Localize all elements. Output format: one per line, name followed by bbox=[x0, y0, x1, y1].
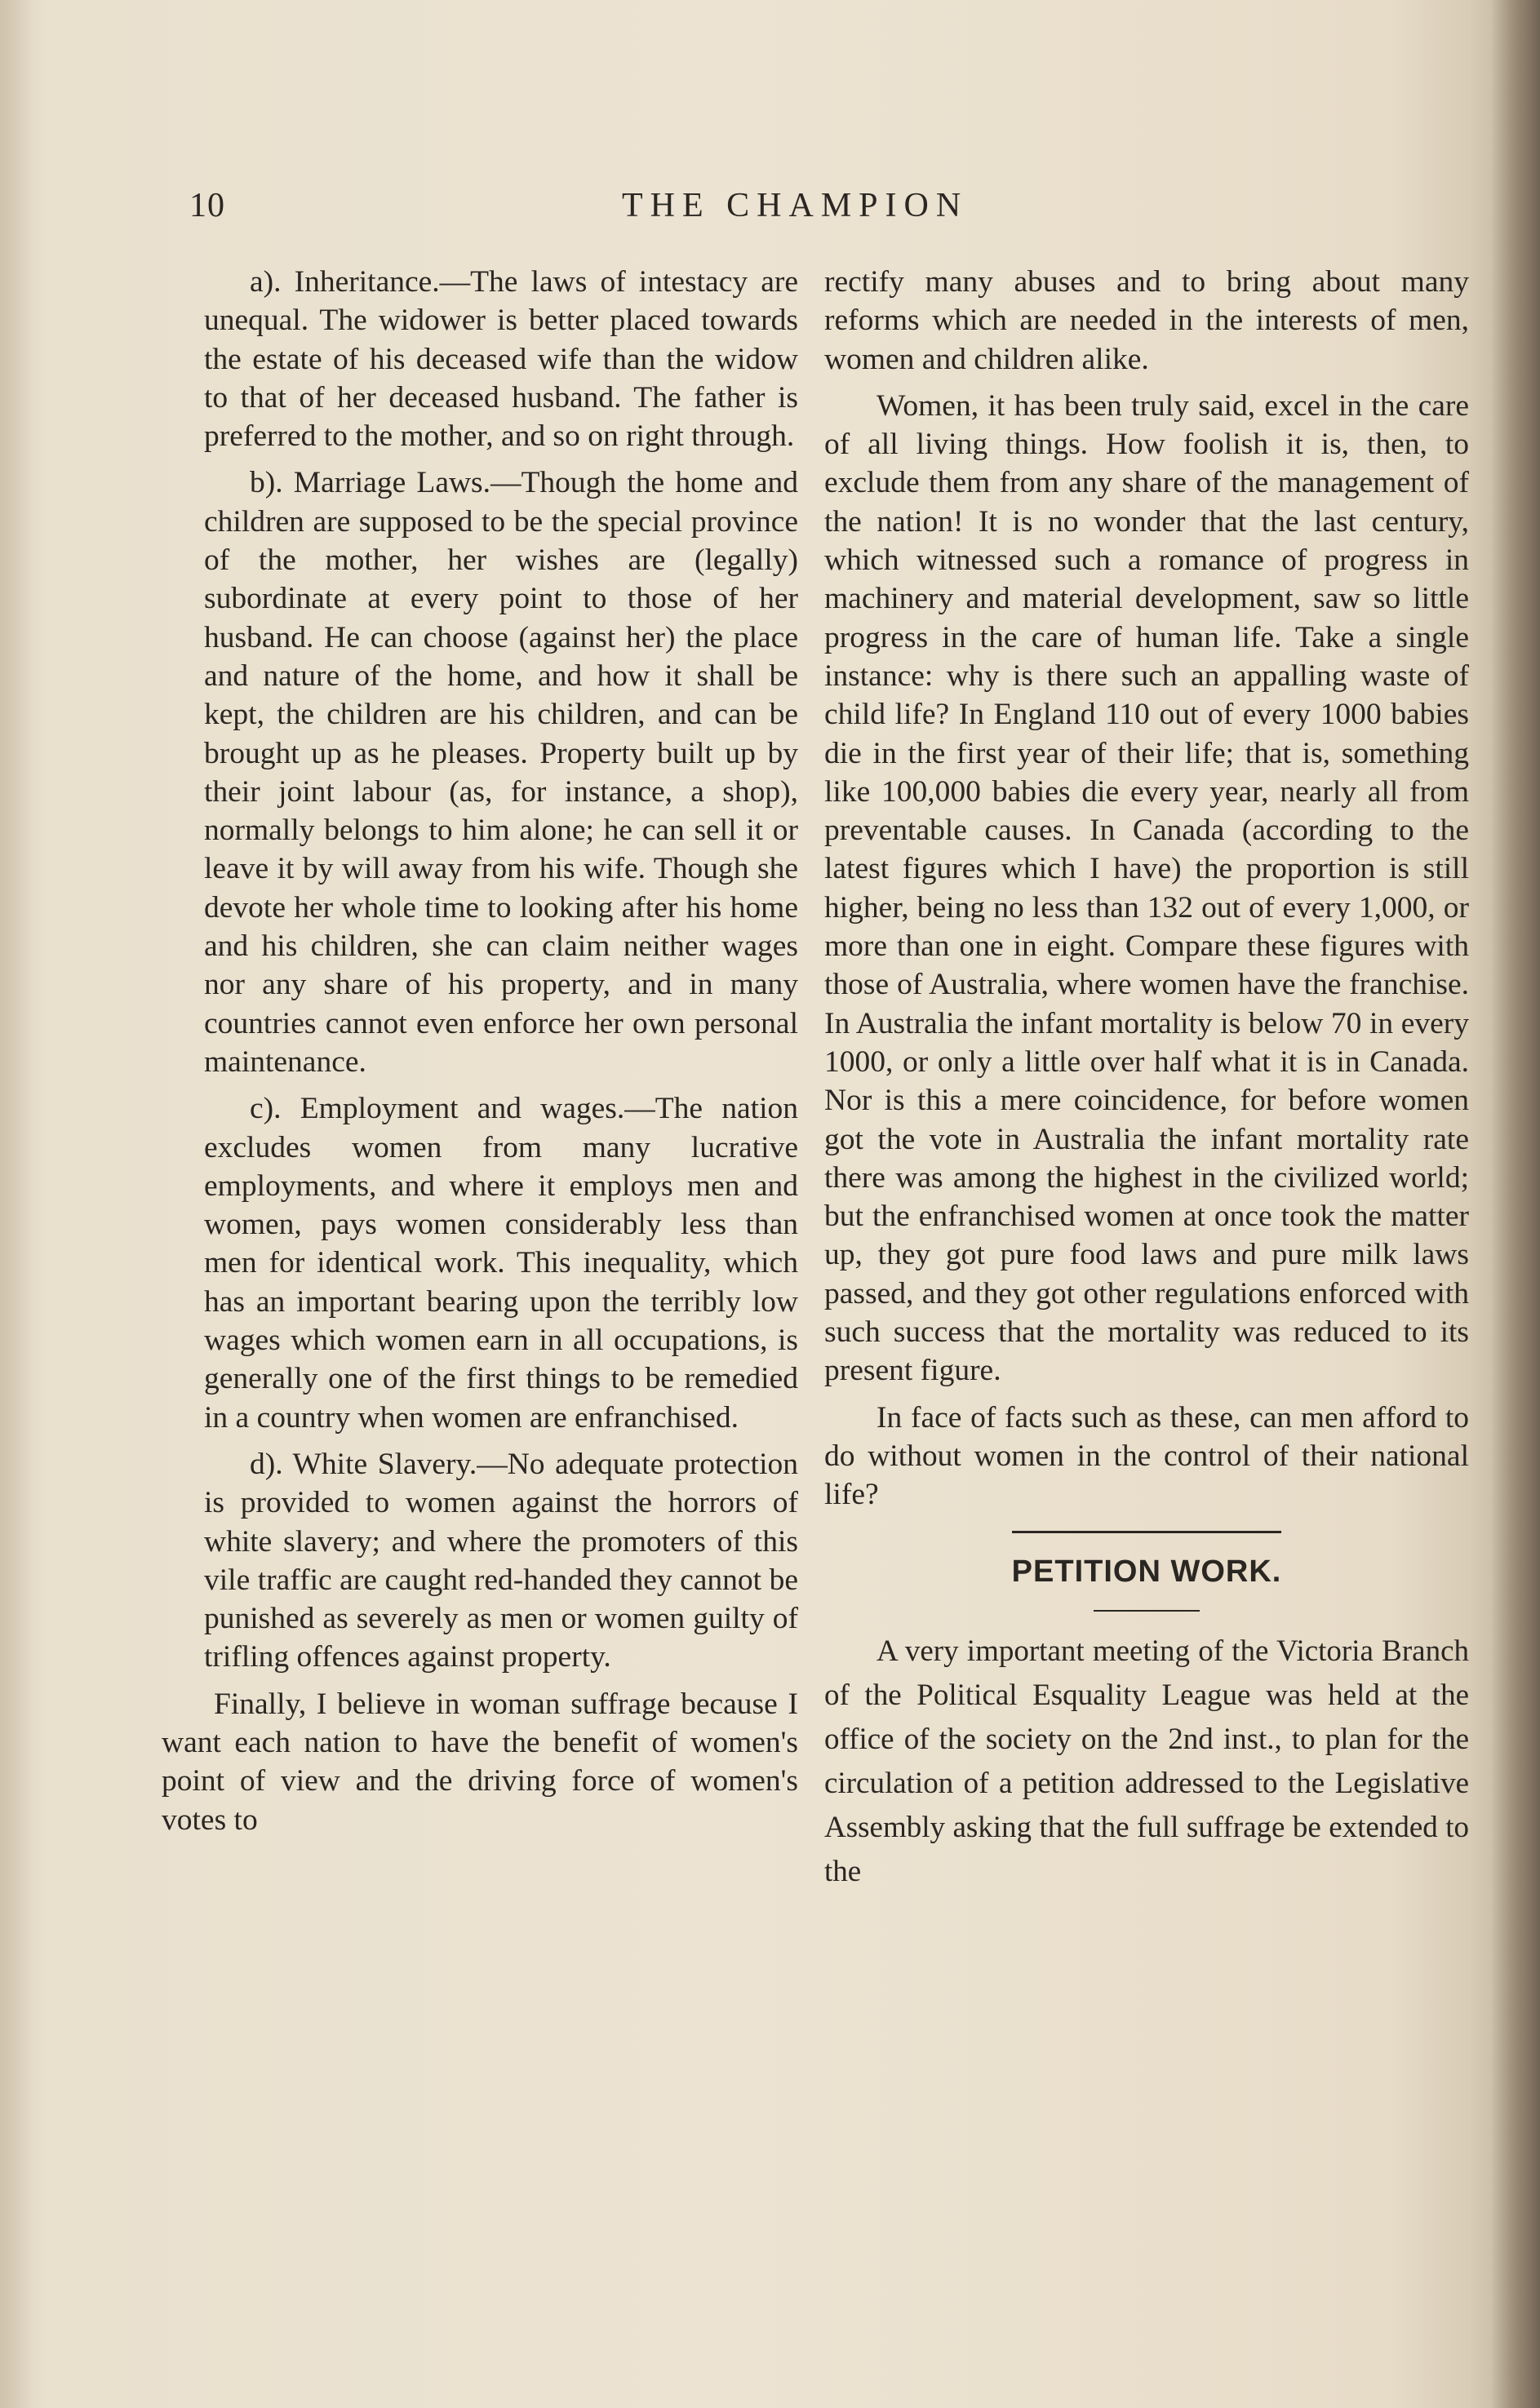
section-divider-bottom bbox=[1094, 1610, 1200, 1612]
paragraph-finally: Finally, I believe in woman suffrage because I want each nation to have the benefit of women's point of view and the driving force of women's votes to bbox=[162, 1687, 798, 1837]
journal-title: THE CHAMPION bbox=[622, 187, 969, 224]
paragraph-employment-wages: c). Employment and wages.—The nation excludes women from many lucrative employments, and where it employs men and women, pays women considerably less than men for identical work. This inequality, which has an important bearing upon the terribly low wages which women earn in all occupations, is generally one of the first things to be remedied in a country when women are enfranchised. bbox=[204, 1092, 798, 1435]
running-header bbox=[189, 186, 1348, 235]
section-heading: PETITION WORK. bbox=[1011, 1554, 1282, 1589]
paragraph-white-slavery: d). White Slavery.—No adequate protection is provided to women against the horrors of white slavery; and where the promoters of this vile traffic are caught red-handed they cannot be punished as severely as men or women guilty of trifling offences against property. bbox=[204, 1447, 798, 1674]
page-gutter-shadow bbox=[0, 0, 33, 2408]
paragraph-continuation: rectify many abuses and to bring about many reforms which are needed in the interests of men, women and children alike. bbox=[824, 265, 1469, 376]
paragraph-women-excel: Women, it has been truly said, excel in the care of all living things. How foolish it is, then, to exclude them from any share of the management of the nation! It is no wonder that the last century, which witnessed such a romance of progress in machinery and material development, saw so little progress in the care of human life. Take a single instance: why is there such an appalling waste of child life? In England 110 out of every 1000 babies die in the first year of their life; that is, something like 100,000 babies die every year, nearly all from preventable causes. In Canada (according to the latest figures which I have) the proportion is still higher, being no less than 132 out of every 1,000, or more than one in eight. Compare these figures with those of Australia, where women have the franchise. In Australia the infant mortality is below 70 in every 1000, or only a little over half what it is in Canada. Nor is this a mere coincidence, for before women got the vote in Australia the infant mortality rate there was among the highest in the civilized world; but the enfranchised women at once took the matter up, they got pure food laws and pure milk laws passed, and they got other regulations enforced with such success that the mortality was reduced to its present figure. bbox=[824, 388, 1469, 1388]
paragraph-marriage-laws: b). Marriage Laws.—Though the home and children are supposed to be the special province of the mother, her wishes are (legally) subordinate at every point to those of her husband. He can choose (against her) the place and nature of the home, and how it shall be kept, the children are his children, and can be brought up as he pleases. Property built up by their joint labour (as, for instance, a shop), normally belongs to him alone; he can sell it or leave it by will away from his wife. Though she devote her whole time to looking after his home and his children, she can claim neither wages nor any share of his property, and in many countries cannot even enforce her own personal maintenance. bbox=[204, 466, 798, 1079]
paragraph-petition: A very important meeting of the Victoria Branch of the Political Esquality League was held at the office of the society on the 2nd inst., to plan for the circulation of a petition addressed to the Legislative Assembly asking that the full suffrage be extended to the bbox=[824, 1634, 1469, 1888]
paragraph-face-of-facts: In face of facts such as these, can men afford to do without women in the control of their national life? bbox=[824, 1400, 1469, 1512]
left-column bbox=[162, 263, 798, 1847]
page-edge-shadow bbox=[1491, 0, 1540, 2408]
section-divider-top bbox=[1012, 1531, 1281, 1533]
page-number: 10 bbox=[189, 187, 225, 224]
paragraph-inheritance: a). Inheritance.—The laws of intestacy are unequal. The widower is better placed towards the estate of his deceased wife than the widow to that of her deceased husband. The father is preferred to the mother, and so on right through. bbox=[204, 265, 798, 454]
right-column bbox=[824, 263, 1469, 1902]
